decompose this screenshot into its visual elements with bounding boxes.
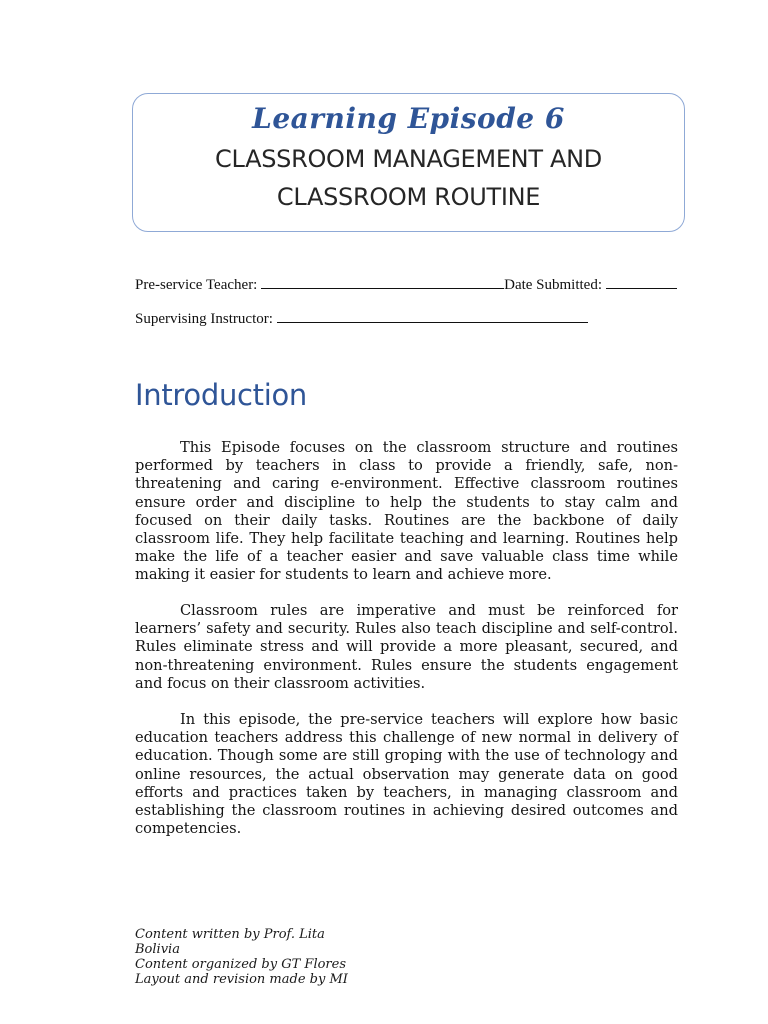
footer-credit-writer: Content written by Prof. Lita Bolivia (135, 927, 325, 957)
date-submitted-label: Date Submitted: (504, 277, 603, 293)
supervising-instructor-blank[interactable] (277, 310, 588, 323)
footer-credit-layout: Layout and revision made by MI (135, 972, 348, 987)
footer-credit-organizer: Content organized by GT Flores (135, 957, 347, 972)
subtitle-line-1: CLASSROOM MANAGEMENT AND (215, 145, 602, 173)
supervising-instructor-label: Supervising Instructor: (135, 311, 273, 327)
preservice-teacher-blank[interactable] (261, 276, 504, 289)
intro-paragraph-1: This Episode focuses on the classroom structure and routines performed by teachers in class to provide a friendly, safe, non-threatening and caring e-environment. Effective classroom routines ensure order and discipline to help the students to stay calm and focused on their daily tasks. Routines are the backbone of daily classroom life. They help facilitate teaching and learning. Routines help make the life of a teacher easier and save valuable class time while making it easier for students to learn and achieve more. (135, 439, 678, 584)
episode-header-box (132, 93, 685, 232)
date-submitted-blank[interactable] (606, 276, 677, 289)
preservice-teacher-row (135, 276, 677, 294)
intro-paragraph-3: In this episode, the pre-service teachers will explore how basic education teachers address this challenge of new normal in delivery of education. Though some are still groping with the use of technology and online resources, the actual observation may generate data on good efforts and practices taken by teachers, in managing classroom and establishing the classroom routines in achieving desired outcomes and competencies. (135, 711, 678, 838)
episode-subtitle (133, 140, 684, 216)
supervising-instructor-row (135, 310, 588, 328)
footer-credits (135, 927, 350, 987)
episode-title: Learning Episode 6 (252, 102, 565, 135)
preservice-teacher-label: Pre-service Teacher: (135, 277, 258, 293)
subtitle-line-2: CLASSROOM ROUTINE (276, 183, 541, 211)
introduction-heading: Introduction (135, 378, 308, 412)
intro-paragraph-2: Classroom rules are imperative and must be reinforced for learners’ safety and security. Rules also teach discipline and self-control. Rules eliminate stress and will provide a more pleasant, secured, and non-threatening environment. Rules ensure the students engagement and focus on their classroom activities. (135, 602, 678, 692)
